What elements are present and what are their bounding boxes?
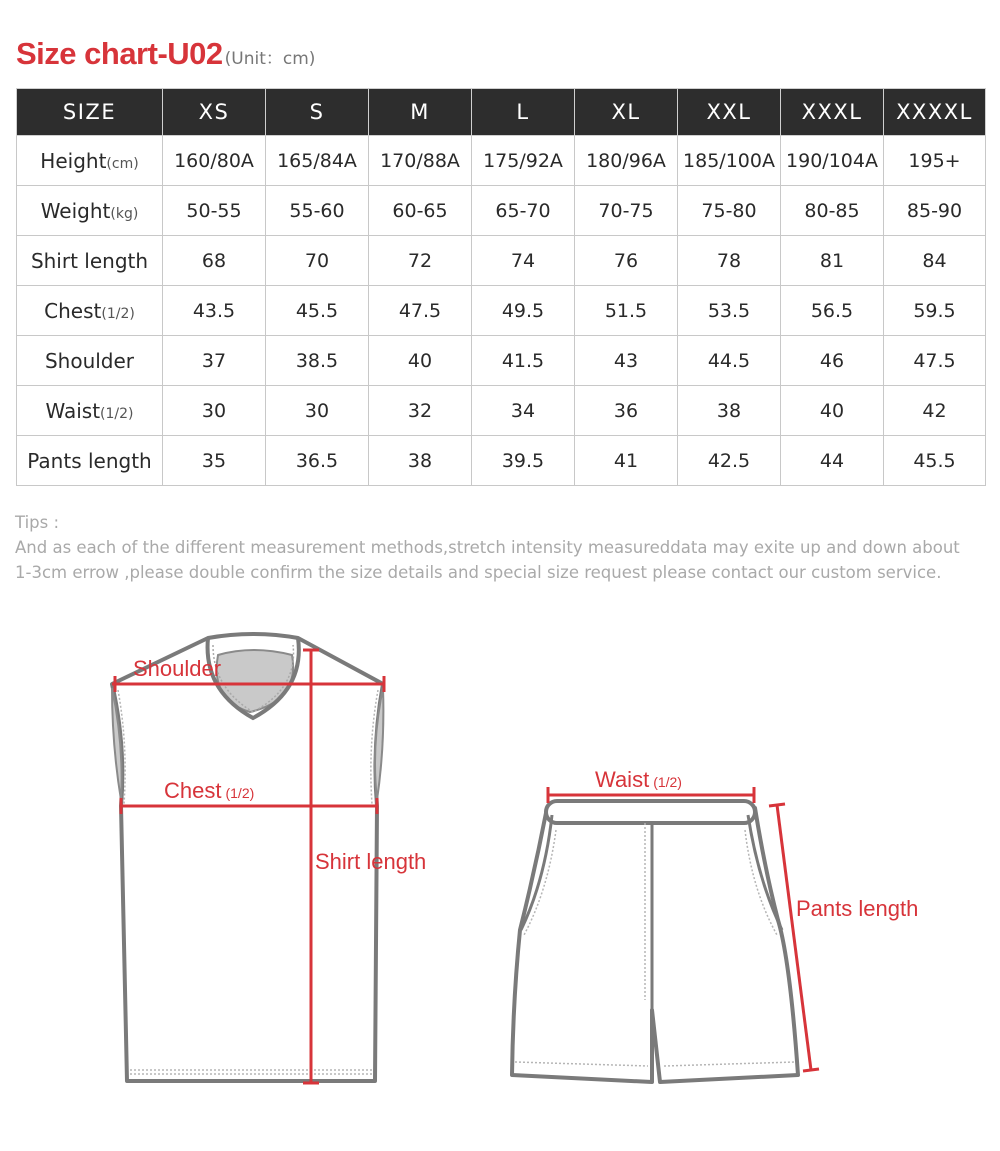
table-row (17, 136, 986, 186)
table-cell: 59.5 (884, 286, 986, 336)
table-cell: 42 (884, 386, 986, 436)
chart-title: Size chart-U02 (16, 36, 223, 71)
table-cell: 47.5 (884, 336, 986, 386)
table-cell: 55-60 (266, 186, 369, 236)
table-cell: 170/88A (369, 136, 472, 186)
shirt-length-label: Shirt length (315, 849, 427, 874)
table-cell: 195+ (884, 136, 986, 186)
table-cell: 42.5 (678, 436, 781, 486)
table-cell: 45.5 (884, 436, 986, 486)
waist-label (595, 767, 682, 792)
table-cell: 47.5 (369, 286, 472, 336)
table-cell: 38 (678, 386, 781, 436)
table-cell: 40 (369, 336, 472, 386)
table-row (17, 436, 986, 486)
table-cell: 65-70 (472, 186, 575, 236)
row-label-unit: (1/2) (100, 405, 134, 422)
table-cell: 72 (369, 236, 472, 286)
table-cell: 40 (781, 386, 884, 436)
table-cell: 36.5 (266, 436, 369, 486)
table-cell: 81 (781, 236, 884, 286)
size-table (16, 88, 986, 486)
table-cell: 43.5 (163, 286, 266, 336)
table-row (17, 236, 986, 286)
table-cell: 46 (781, 336, 884, 386)
row-label-text: Waist (45, 398, 101, 423)
table-cell: 32 (369, 386, 472, 436)
table-cell: 180/96A (575, 136, 678, 186)
page-title (16, 36, 315, 72)
row-label-text: Weight (40, 198, 111, 223)
unit-note: (Unit：cm) (224, 49, 316, 69)
table-cell: 36 (575, 386, 678, 436)
waist-unit: (1/2) (653, 774, 682, 790)
table-cell: 51.5 (575, 286, 678, 336)
shoulder-label: Shoulder (133, 656, 222, 681)
table-row (17, 336, 986, 386)
table-cell: 75-80 (678, 186, 781, 236)
table-cell: 43 (575, 336, 678, 386)
table-row (17, 186, 986, 236)
table-cell: 30 (163, 386, 266, 436)
row-label (17, 336, 163, 386)
table-cell: 80-85 (781, 186, 884, 236)
table-header-row (17, 89, 986, 136)
row-label-text: Shirt length (30, 248, 149, 273)
tips-label: Tips : (15, 513, 60, 532)
row-label-unit: (1/2) (101, 305, 135, 322)
pants-length-label: Pants length (796, 896, 919, 921)
row-label-unit: (kg) (110, 205, 139, 222)
chest-label-text: Chest (164, 778, 222, 803)
waist-label-text: Waist (595, 767, 650, 792)
table-cell: 85-90 (884, 186, 986, 236)
table-cell: 45.5 (266, 286, 369, 336)
table-cell: 50-55 (163, 186, 266, 236)
table-cell: 44 (781, 436, 884, 486)
table-cell: 78 (678, 236, 781, 286)
table-cell: 84 (884, 236, 986, 286)
row-label (17, 136, 163, 186)
header-size-xs: XS (163, 89, 266, 136)
table-cell: 175/92A (472, 136, 575, 186)
table-cell: 41.5 (472, 336, 575, 386)
table-cell: 74 (472, 236, 575, 286)
row-label-text: Pants length (27, 448, 152, 473)
row-label (17, 436, 163, 486)
header-size-m: M (369, 89, 472, 136)
table-cell: 190/104A (781, 136, 884, 186)
table-row (17, 286, 986, 336)
table-cell: 160/80A (163, 136, 266, 186)
table-cell: 56.5 (781, 286, 884, 336)
table-cell: 185/100A (678, 136, 781, 186)
row-label (17, 186, 163, 236)
shorts-illustration (512, 801, 798, 1082)
table-cell: 49.5 (472, 286, 575, 336)
table-row (17, 386, 986, 436)
row-label (17, 386, 163, 436)
table-cell: 37 (163, 336, 266, 386)
table-cell: 70 (266, 236, 369, 286)
table-cell: 39.5 (472, 436, 575, 486)
row-label (17, 286, 163, 336)
table-cell: 53.5 (678, 286, 781, 336)
table-cell: 34 (472, 386, 575, 436)
chest-unit: (1/2) (225, 785, 255, 801)
header-size-label: SIZE (17, 89, 163, 136)
header-size-xl: XL (575, 89, 678, 136)
tips-text: And as each of the different measurement methods,stretch intensity measureddata may exite up and down about 1-3cm errow ,please double confirm the size details and special size request please contact our custom service. (15, 538, 960, 582)
table-cell: 35 (163, 436, 266, 486)
header-size-s: S (266, 89, 369, 136)
table-cell: 38.5 (266, 336, 369, 386)
table-cell: 60-65 (369, 186, 472, 236)
table-cell: 76 (575, 236, 678, 286)
table-cell: 44.5 (678, 336, 781, 386)
table-cell: 70-75 (575, 186, 678, 236)
row-label (17, 236, 163, 286)
table-cell: 38 (369, 436, 472, 486)
table-cell: 41 (575, 436, 678, 486)
row-label-text: Height (40, 148, 107, 173)
row-label-unit: (cm) (106, 155, 139, 172)
table-cell: 68 (163, 236, 266, 286)
measurement-diagram (0, 620, 1000, 1100)
header-size-xxxxl: XXXXL (884, 89, 986, 136)
row-label-text: Chest (44, 298, 102, 323)
header-size-l: L (472, 89, 575, 136)
table-cell: 165/84A (266, 136, 369, 186)
table-cell: 30 (266, 386, 369, 436)
row-label-text: Shoulder (44, 348, 135, 373)
tips-section (15, 510, 975, 585)
header-size-xxxl: XXXL (781, 89, 884, 136)
table-body (17, 136, 986, 486)
header-size-xxl: XXL (678, 89, 781, 136)
